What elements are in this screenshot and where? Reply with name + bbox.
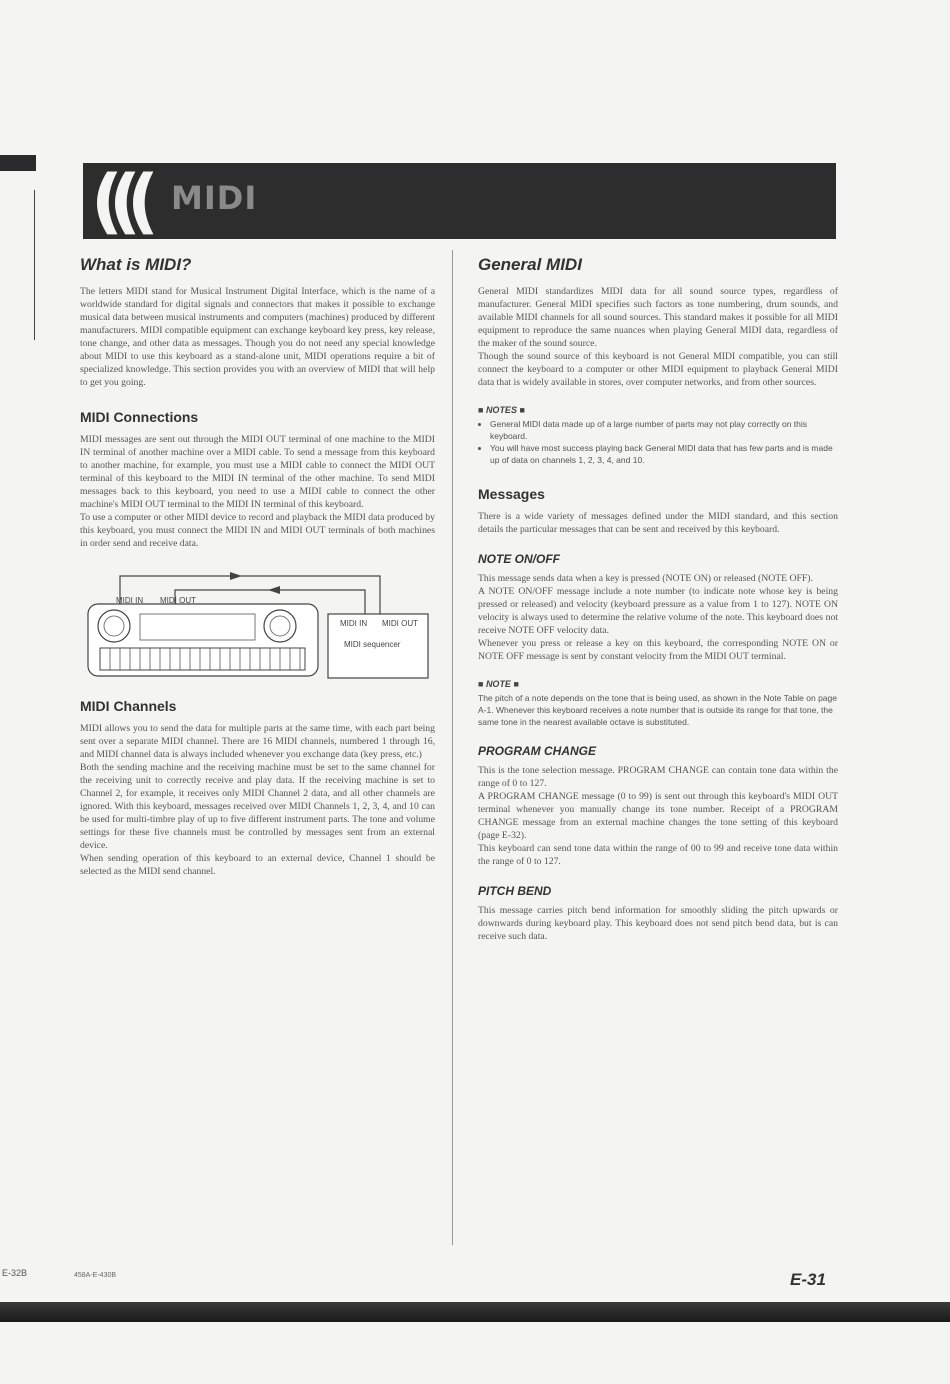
midi-connections-text-2: To use a computer or other MIDI device to record and playback the MIDI data produced by this keyboard, you must connect the MIDI IN and MIDI OUT terminals of both machines in order send and receive data. <box>80 512 435 549</box>
midi-connections-text-1: MIDI messages are sent out through the MIDI OUT terminal of one machine to the MIDI IN terminal of another machine over a MIDI cable. To send a message from this keyboard to another machine, for example, you must use a MIDI cable to connect the MIDI OUT terminal of this keyboard to the MIDI IN terminal of the other machine. To send MIDI messages back to this keyboard, you need to use a MIDI cable to connect the other machine's MIDI OUT terminal to the MIDI IN terminal of this keyboard. <box>80 434 435 510</box>
messages-text: There is a wide variety of messages defined under the MIDI standard, and this section details the particular messages that can be sent and received by this keyboard. <box>478 511 838 535</box>
right-column <box>478 255 838 943</box>
footer-left-code: E-32B <box>2 1268 28 1278</box>
sequencer-label: MIDI sequencer <box>344 640 401 649</box>
note-onoff-text-1: This message sends data when a key is pressed (NOTE ON) or released (NOTE OFF). <box>478 573 813 584</box>
edge-line <box>34 190 35 340</box>
what-is-midi-heading: What is MIDI? <box>80 255 192 274</box>
sequencer-midi-in-label: MIDI IN <box>340 619 368 628</box>
general-midi-text-2: Though the sound source of this keyboard is not General MIDI compatible, you can still connect the keyboard to a computer or other MIDI equipment to playback General MIDI data that is widely available in stores, over computer networks, and from other sources. <box>478 351 838 388</box>
note-onoff-text-3: Whenever you press or release a key on this keyboard, the corresponding NOTE ON or NOTE OFF message is sent by constant velocity from the MIDI OUT terminal. <box>478 638 838 662</box>
connection-diagram-graphic <box>80 564 432 684</box>
general-midi-text-1: General MIDI standardizes MIDI data for all sound source types, regardless of manufacturer. General MIDI specifies such factors as tone numbering, drum sounds, and available MIDI channels for all sound sources. This standard makes it possible for all MIDI equipment to reproduce the same nuances when playing General MIDI data, regardless of the maker of the sound source. <box>478 286 838 349</box>
midi-channels-text-1: MIDI allows you to send the data for multiple parts at the same time, with each part being sent over a separate MIDI channel. There are 16 MIDI channels, numbered 1 through 16, and MIDI channel data is always included whenever you exchange data (key press, etc.) <box>80 723 435 760</box>
banner-bracket-icon: ((( <box>91 160 145 242</box>
bottom-edge-bar <box>0 1302 950 1322</box>
midi-connections-heading: MIDI Connections <box>80 409 199 425</box>
connection-diagram <box>80 564 432 684</box>
general-midi-heading: General MIDI <box>478 255 582 274</box>
note-onoff-text-2: A NOTE ON/OFF message include a note number (to indicate note whose key is being pressed or released) and velocity (keyboard pressure as a value from 1 to 127). NOTE ON velocity is always used to determine the relative volume of the note. This keyboard does not receive NOTE OFF velocity data. <box>478 586 838 636</box>
section-banner <box>83 160 836 242</box>
midi-channels-text-2: Both the sending machine and the receiving machine must be set to the same channel for the receiving unit to correctly receive and play data. If the receiving machine is set to Channel 2, for example, it receives only MIDI Channel 2 data, and all other channels are ignored. With this keyboard, messages received over MIDI Channels 1, 2, 3, 4, and 10 can be used for multi-timbre play of up to five different instrument parts. The tone and volume settings for these five channels must be controlled by messages sent from an external device. <box>80 762 435 851</box>
pitch-bend-heading: PITCH BEND <box>478 884 552 898</box>
edge-tab <box>0 155 36 171</box>
note-onoff-heading: NOTE ON/OFF <box>478 552 560 566</box>
note-label: ■ NOTE ■ <box>478 679 519 689</box>
note-item: • You will have most success playing back General MIDI data that has few parts and is made up of data on channels 1, 2, 3, 4, and 10. <box>490 442 838 466</box>
sequencer-midi-out-label: MIDI OUT <box>382 619 418 628</box>
program-change-heading: PROGRAM CHANGE <box>478 744 597 758</box>
program-change-text-3: This keyboard can send tone data within the range of 00 to 99 and receive tone data within the range of 0 to 127. <box>478 843 838 867</box>
program-change-text-1: This is the tone selection message. PROGRAM CHANGE can contain tone data within the range of 0 to 127. <box>478 765 838 789</box>
keyboard-midi-out-label: MIDI OUT <box>160 596 196 605</box>
note-text: The pitch of a note depends on the tone that is being used, as shown in the Note Table on page A-1. Whenever this keyboard receives a note number that is outside its range for that tone, the same tone in the nearest available octave is substituted. <box>478 693 837 727</box>
what-is-midi-text: The letters MIDI stand for Musical Instrument Digital Interface, which is the name of a worldwide standard for digital signals and connectors that makes it possible to exchange musical data between musical instruments and computers (machines) produced by different manufacturers. MIDI compatible equipment can exchange keyboard key press, key release, tone change, and other data as messages. Though you do not need any special knowledge about MIDI to use this keyboard as a stand-alone unit, MIDI operations require a bit of specialized knowledge. This section provides you with an overview of MIDI that will help to get you going. <box>80 286 435 388</box>
column-divider <box>452 250 453 1245</box>
messages-heading: Messages <box>478 486 545 502</box>
midi-channels-text-3: When sending operation of this keyboard to an external device, Channel 1 should be selected as the MIDI send channel. <box>80 853 435 877</box>
left-column <box>80 255 435 878</box>
notes-list <box>478 418 838 466</box>
notes-label: ■ NOTES ■ <box>478 405 525 415</box>
midi-channels-heading: MIDI Channels <box>80 698 177 714</box>
note-item: • General MIDI data made up of a large number of parts may not play correctly on this keyboard. <box>490 418 838 442</box>
footer-doc-code: 458A-E-430B <box>74 1272 117 1279</box>
page-number: E-31 <box>790 1270 826 1289</box>
banner-title: MIDI <box>171 179 258 217</box>
pitch-bend-text: This message carries pitch bend information for smoothly sliding the pitch upwards or downwards during keyboard play. This keyboard does not send pitch bend data, but is can receive such data. <box>478 905 838 942</box>
program-change-text-2: A PROGRAM CHANGE message (0 to 99) is sent out through this keyboard's MIDI OUT terminal whenever you manually change its tone number. Receipt of a PROGRAM CHANGE message from an external machine changes the tone setting of this keyboard (page E-32). <box>478 791 838 841</box>
keyboard-midi-in-label: MIDI IN <box>116 596 144 605</box>
